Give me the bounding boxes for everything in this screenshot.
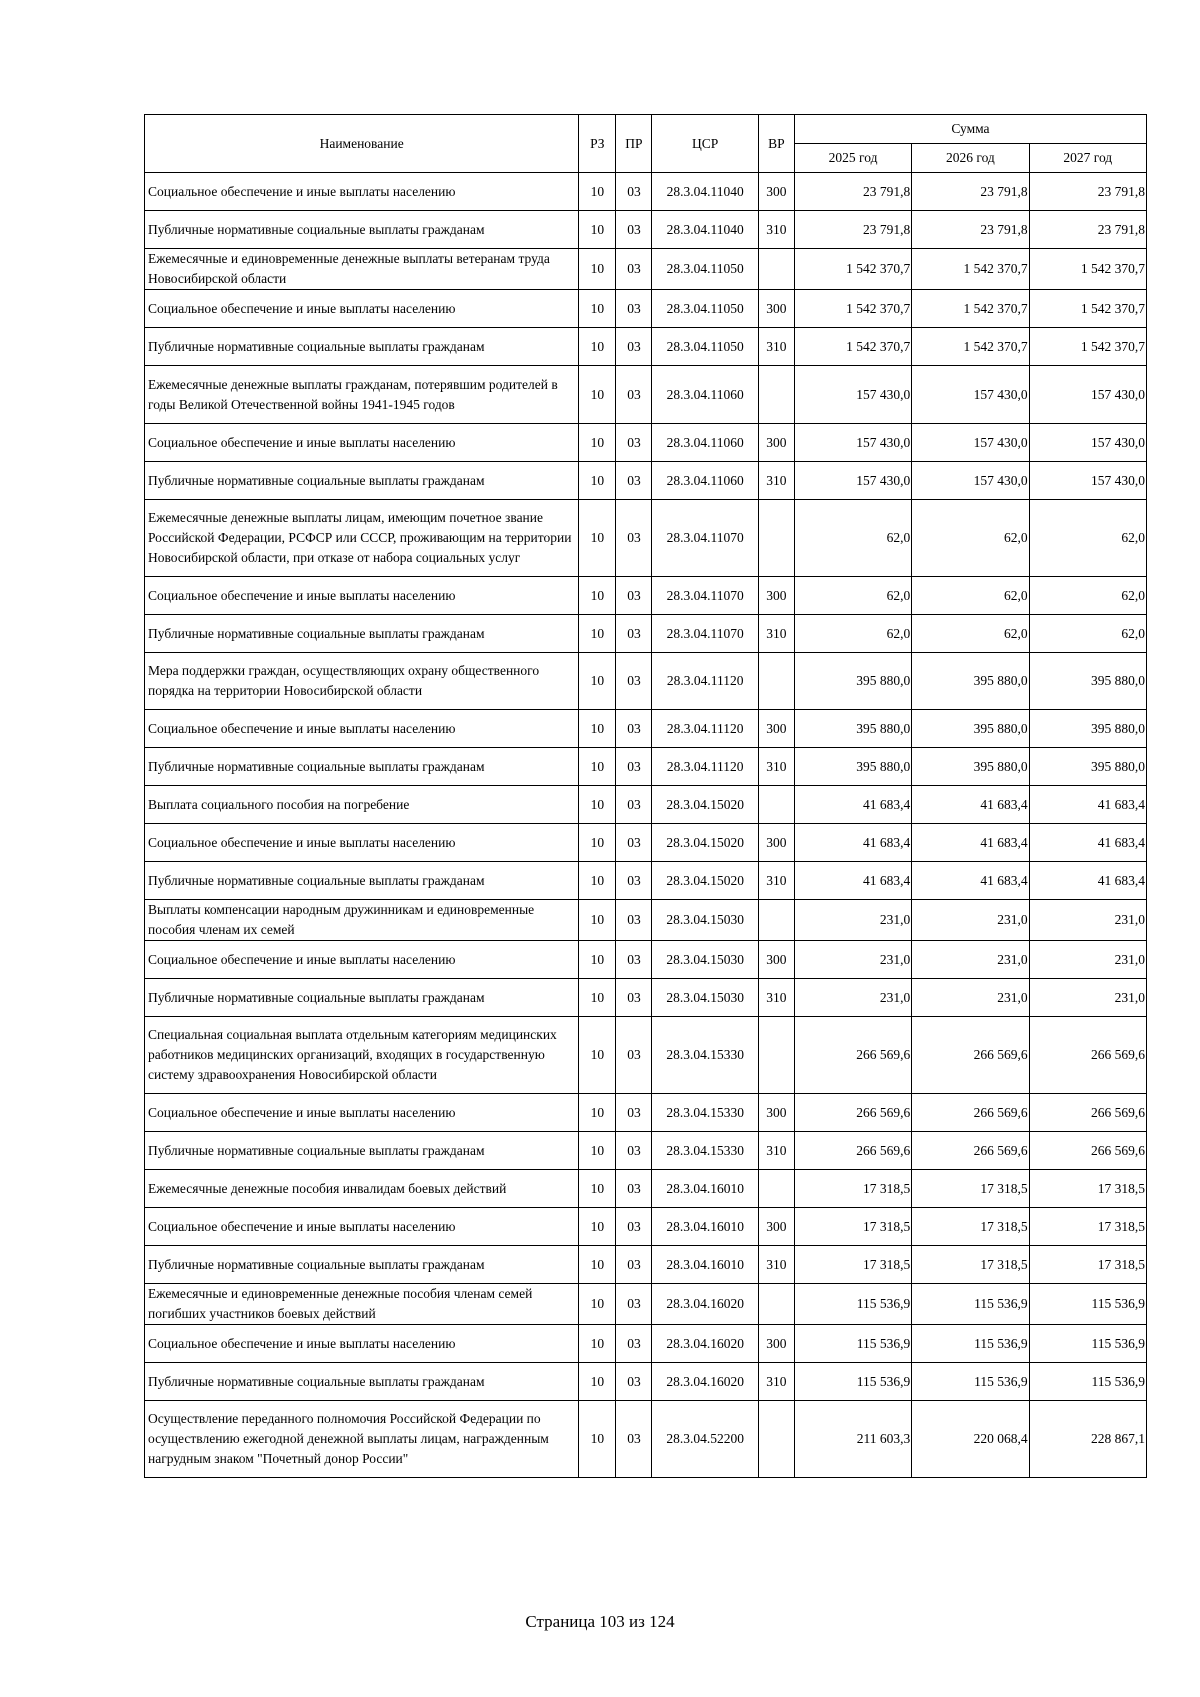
- cell-name: Ежемесячные денежные выплаты гражданам, потерявшим родителей в годы Великой Отечественной войны 1941-1945 годов: [145, 366, 579, 424]
- cell-vr: 310: [758, 979, 794, 1017]
- cell-sum-2025: 17 318,5: [794, 1246, 911, 1284]
- cell-csr: 28.3.04.16010: [652, 1208, 758, 1246]
- cell-pr: 03: [616, 615, 652, 653]
- cell-sum-2026: 41 683,4: [912, 824, 1029, 862]
- cell-vr: 300: [758, 1094, 794, 1132]
- cell-csr: 28.3.04.16020: [652, 1325, 758, 1363]
- cell-name: Выплата социального пособия на погребение: [145, 786, 579, 824]
- header-rz: РЗ: [579, 115, 616, 173]
- cell-sum-2026: 1 542 370,7: [912, 328, 1029, 366]
- header-pr: ПР: [616, 115, 652, 173]
- cell-rz: 10: [579, 249, 616, 290]
- cell-vr: 310: [758, 1132, 794, 1170]
- table-row: [145, 979, 1147, 1017]
- header-year-2026: 2026 год: [912, 144, 1029, 173]
- cell-sum-2026: 157 430,0: [912, 462, 1029, 500]
- cell-csr: 28.3.04.11070: [652, 577, 758, 615]
- cell-rz: 10: [579, 786, 616, 824]
- cell-sum-2026: 395 880,0: [912, 710, 1029, 748]
- cell-name: Публичные нормативные социальные выплаты гражданам: [145, 328, 579, 366]
- table-row: [145, 462, 1147, 500]
- cell-sum-2026: 62,0: [912, 500, 1029, 577]
- cell-csr: 28.3.04.15330: [652, 1017, 758, 1094]
- cell-sum-2026: 395 880,0: [912, 653, 1029, 710]
- page-number: Страница 103 из 124: [525, 1612, 675, 1631]
- cell-rz: 10: [579, 1094, 616, 1132]
- cell-csr: 28.3.04.11120: [652, 653, 758, 710]
- cell-pr: 03: [616, 748, 652, 786]
- cell-vr: 310: [758, 1363, 794, 1401]
- cell-sum-2026: 17 318,5: [912, 1246, 1029, 1284]
- cell-pr: 03: [616, 424, 652, 462]
- cell-csr: 28.3.04.15020: [652, 824, 758, 862]
- cell-csr: 28.3.04.16010: [652, 1246, 758, 1284]
- table-row: [145, 615, 1147, 653]
- cell-name: Публичные нормативные социальные выплаты гражданам: [145, 748, 579, 786]
- cell-rz: 10: [579, 424, 616, 462]
- cell-name: Социальное обеспечение и иные выплаты населению: [145, 1208, 579, 1246]
- cell-sum-2025: 231,0: [794, 979, 911, 1017]
- cell-sum-2027: 23 791,8: [1029, 211, 1146, 249]
- table-row: [145, 290, 1147, 328]
- cell-sum-2026: 220 068,4: [912, 1401, 1029, 1478]
- cell-vr: [758, 1017, 794, 1094]
- cell-sum-2027: 62,0: [1029, 500, 1146, 577]
- cell-sum-2027: 115 536,9: [1029, 1284, 1146, 1325]
- cell-sum-2026: 115 536,9: [912, 1284, 1029, 1325]
- cell-sum-2027: 1 542 370,7: [1029, 328, 1146, 366]
- cell-sum-2025: 157 430,0: [794, 424, 911, 462]
- cell-rz: 10: [579, 1132, 616, 1170]
- cell-name: Ежемесячные и единовременные денежные пособия членам семей погибших участников боевых действий: [145, 1284, 579, 1325]
- cell-vr: [758, 249, 794, 290]
- cell-vr: 300: [758, 1208, 794, 1246]
- header-sum: Сумма: [794, 115, 1146, 144]
- cell-sum-2026: 62,0: [912, 577, 1029, 615]
- cell-name: Ежемесячные денежные выплаты лицам, имеющим почетное звание Российской Федерации, РСФСР или СССР, проживающим на территории Новосибирской области, при отказе от набора социальных услуг: [145, 500, 579, 577]
- cell-sum-2025: 231,0: [794, 900, 911, 941]
- table-row: [145, 748, 1147, 786]
- cell-csr: 28.3.04.15030: [652, 900, 758, 941]
- cell-pr: 03: [616, 710, 652, 748]
- cell-rz: 10: [579, 1363, 616, 1401]
- cell-sum-2026: 1 542 370,7: [912, 249, 1029, 290]
- cell-rz: 10: [579, 328, 616, 366]
- cell-vr: [758, 900, 794, 941]
- cell-name: Социальное обеспечение и иные выплаты населению: [145, 824, 579, 862]
- cell-vr: [758, 786, 794, 824]
- cell-name: Социальное обеспечение и иные выплаты населению: [145, 424, 579, 462]
- cell-csr: 28.3.04.15030: [652, 979, 758, 1017]
- cell-csr: 28.3.04.11040: [652, 211, 758, 249]
- cell-name: Социальное обеспечение и иные выплаты населению: [145, 941, 579, 979]
- table-row: [145, 328, 1147, 366]
- cell-sum-2027: 266 569,6: [1029, 1094, 1146, 1132]
- cell-sum-2026: 41 683,4: [912, 786, 1029, 824]
- cell-name: Публичные нормативные социальные выплаты гражданам: [145, 1246, 579, 1284]
- cell-sum-2025: 231,0: [794, 941, 911, 979]
- cell-rz: 10: [579, 979, 616, 1017]
- cell-rz: 10: [579, 615, 616, 653]
- cell-sum-2025: 23 791,8: [794, 173, 911, 211]
- cell-sum-2025: 395 880,0: [794, 710, 911, 748]
- cell-pr: 03: [616, 1363, 652, 1401]
- cell-name: Ежемесячные денежные пособия инвалидам боевых действий: [145, 1170, 579, 1208]
- table-row: [145, 900, 1147, 941]
- cell-sum-2027: 266 569,6: [1029, 1017, 1146, 1094]
- cell-sum-2027: 1 542 370,7: [1029, 249, 1146, 290]
- cell-name: Социальное обеспечение и иные выплаты населению: [145, 577, 579, 615]
- cell-sum-2027: 62,0: [1029, 577, 1146, 615]
- cell-rz: 10: [579, 710, 616, 748]
- table-row: [145, 786, 1147, 824]
- cell-sum-2025: 1 542 370,7: [794, 249, 911, 290]
- cell-sum-2025: 17 318,5: [794, 1208, 911, 1246]
- cell-pr: 03: [616, 1017, 652, 1094]
- cell-sum-2025: 41 683,4: [794, 824, 911, 862]
- cell-name: Публичные нормативные социальные выплаты гражданам: [145, 1363, 579, 1401]
- cell-name: Осуществление переданного полномочия Российской Федерации по осуществлению ежегодной денежной выплаты лицам, награжденным нагрудным знаком "Почетный донор России": [145, 1401, 579, 1478]
- cell-pr: 03: [616, 211, 652, 249]
- cell-sum-2025: 115 536,9: [794, 1325, 911, 1363]
- cell-sum-2026: 266 569,6: [912, 1017, 1029, 1094]
- cell-sum-2026: 395 880,0: [912, 748, 1029, 786]
- cell-pr: 03: [616, 173, 652, 211]
- cell-csr: 28.3.04.11070: [652, 500, 758, 577]
- table-row: [145, 862, 1147, 900]
- cell-sum-2027: 115 536,9: [1029, 1325, 1146, 1363]
- cell-sum-2025: 266 569,6: [794, 1017, 911, 1094]
- cell-rz: 10: [579, 462, 616, 500]
- header-csr: ЦСР: [652, 115, 758, 173]
- cell-sum-2026: 157 430,0: [912, 424, 1029, 462]
- cell-csr: 28.3.04.15020: [652, 786, 758, 824]
- cell-sum-2026: 115 536,9: [912, 1325, 1029, 1363]
- cell-name: Публичные нормативные социальные выплаты гражданам: [145, 1132, 579, 1170]
- cell-name: Выплаты компенсации народным дружинникам и единовременные пособия членам их семей: [145, 900, 579, 941]
- cell-pr: 03: [616, 979, 652, 1017]
- cell-sum-2027: 41 683,4: [1029, 862, 1146, 900]
- cell-csr: 28.3.04.11060: [652, 462, 758, 500]
- cell-rz: 10: [579, 941, 616, 979]
- cell-sum-2025: 41 683,4: [794, 862, 911, 900]
- cell-sum-2027: 231,0: [1029, 900, 1146, 941]
- cell-pr: 03: [616, 941, 652, 979]
- cell-name: Публичные нормативные социальные выплаты гражданам: [145, 979, 579, 1017]
- cell-pr: 03: [616, 1284, 652, 1325]
- cell-sum-2027: 157 430,0: [1029, 424, 1146, 462]
- table-row: [145, 1132, 1147, 1170]
- cell-vr: [758, 500, 794, 577]
- table-row: [145, 366, 1147, 424]
- cell-csr: 28.3.04.16020: [652, 1284, 758, 1325]
- cell-sum-2026: 62,0: [912, 615, 1029, 653]
- table-row: [145, 1325, 1147, 1363]
- cell-vr: 310: [758, 1246, 794, 1284]
- cell-name: Ежемесячные и единовременные денежные выплаты ветеранам труда Новосибирской области: [145, 249, 579, 290]
- cell-name: Публичные нормативные социальные выплаты гражданам: [145, 615, 579, 653]
- cell-vr: [758, 653, 794, 710]
- header-year-2025: 2025 год: [794, 144, 911, 173]
- cell-pr: 03: [616, 462, 652, 500]
- cell-csr: 28.3.04.11120: [652, 710, 758, 748]
- cell-rz: 10: [579, 824, 616, 862]
- cell-sum-2027: 17 318,5: [1029, 1246, 1146, 1284]
- cell-pr: 03: [616, 1401, 652, 1478]
- cell-sum-2025: 17 318,5: [794, 1170, 911, 1208]
- cell-sum-2027: 157 430,0: [1029, 462, 1146, 500]
- cell-csr: 28.3.04.11050: [652, 290, 758, 328]
- cell-name: Публичные нормативные социальные выплаты гражданам: [145, 211, 579, 249]
- cell-sum-2027: 1 542 370,7: [1029, 290, 1146, 328]
- cell-vr: 310: [758, 328, 794, 366]
- table-row: [145, 1017, 1147, 1094]
- cell-sum-2026: 1 542 370,7: [912, 290, 1029, 328]
- table-row: [145, 1401, 1147, 1478]
- cell-name: Социальное обеспечение и иные выплаты населению: [145, 290, 579, 328]
- cell-sum-2026: 23 791,8: [912, 211, 1029, 249]
- cell-sum-2027: 17 318,5: [1029, 1208, 1146, 1246]
- cell-pr: 03: [616, 328, 652, 366]
- budget-table: [144, 114, 1147, 1478]
- cell-rz: 10: [579, 1246, 616, 1284]
- header-year-2027: 2027 год: [1029, 144, 1146, 173]
- cell-vr: 310: [758, 462, 794, 500]
- cell-sum-2027: 231,0: [1029, 941, 1146, 979]
- header-name: Наименование: [145, 115, 579, 173]
- cell-sum-2027: 41 683,4: [1029, 786, 1146, 824]
- cell-vr: 300: [758, 1325, 794, 1363]
- cell-sum-2025: 211 603,3: [794, 1401, 911, 1478]
- cell-sum-2025: 266 569,6: [794, 1094, 911, 1132]
- cell-sum-2027: 395 880,0: [1029, 710, 1146, 748]
- cell-vr: [758, 1170, 794, 1208]
- cell-sum-2027: 231,0: [1029, 979, 1146, 1017]
- table-row: [145, 1246, 1147, 1284]
- cell-rz: 10: [579, 211, 616, 249]
- cell-name: Социальное обеспечение и иные выплаты населению: [145, 1094, 579, 1132]
- cell-sum-2026: 266 569,6: [912, 1094, 1029, 1132]
- cell-csr: 28.3.04.11040: [652, 173, 758, 211]
- cell-csr: 28.3.04.11060: [652, 366, 758, 424]
- cell-csr: 28.3.04.11050: [652, 249, 758, 290]
- cell-csr: 28.3.04.52200: [652, 1401, 758, 1478]
- cell-csr: 28.3.04.15020: [652, 862, 758, 900]
- cell-pr: 03: [616, 786, 652, 824]
- cell-pr: 03: [616, 824, 652, 862]
- cell-csr: 28.3.04.11050: [652, 328, 758, 366]
- table-header-row: [145, 115, 1147, 144]
- cell-name: Публичные нормативные социальные выплаты гражданам: [145, 862, 579, 900]
- table-row: [145, 941, 1147, 979]
- cell-csr: 28.3.04.15330: [652, 1132, 758, 1170]
- cell-csr: 28.3.04.11060: [652, 424, 758, 462]
- cell-sum-2025: 23 791,8: [794, 211, 911, 249]
- cell-rz: 10: [579, 900, 616, 941]
- cell-vr: [758, 1284, 794, 1325]
- cell-name: Специальная социальная выплата отдельным категориям медицинских работников медицинских организаций, входящих в государственную систему здравоохранения Новосибирской области: [145, 1017, 579, 1094]
- cell-pr: 03: [616, 1094, 652, 1132]
- cell-pr: 03: [616, 900, 652, 941]
- cell-csr: 28.3.04.11070: [652, 615, 758, 653]
- cell-vr: [758, 366, 794, 424]
- table-row: [145, 653, 1147, 710]
- cell-pr: 03: [616, 249, 652, 290]
- cell-sum-2025: 1 542 370,7: [794, 328, 911, 366]
- cell-rz: 10: [579, 577, 616, 615]
- cell-sum-2026: 23 791,8: [912, 173, 1029, 211]
- cell-csr: 28.3.04.11120: [652, 748, 758, 786]
- cell-pr: 03: [616, 290, 652, 328]
- cell-rz: 10: [579, 1401, 616, 1478]
- cell-sum-2027: 23 791,8: [1029, 173, 1146, 211]
- table-row: [145, 577, 1147, 615]
- cell-sum-2025: 395 880,0: [794, 748, 911, 786]
- cell-pr: 03: [616, 366, 652, 424]
- cell-vr: [758, 1401, 794, 1478]
- cell-pr: 03: [616, 653, 652, 710]
- cell-sum-2027: 395 880,0: [1029, 748, 1146, 786]
- cell-rz: 10: [579, 1284, 616, 1325]
- cell-rz: 10: [579, 366, 616, 424]
- cell-name: Публичные нормативные социальные выплаты гражданам: [145, 462, 579, 500]
- cell-vr: 300: [758, 577, 794, 615]
- cell-name: Мера поддержки граждан, осуществляющих охрану общественного порядка на территории Новосибирской области: [145, 653, 579, 710]
- cell-rz: 10: [579, 500, 616, 577]
- table-row: [145, 249, 1147, 290]
- cell-csr: 28.3.04.16010: [652, 1170, 758, 1208]
- cell-csr: 28.3.04.16020: [652, 1363, 758, 1401]
- cell-rz: 10: [579, 1017, 616, 1094]
- cell-sum-2026: 157 430,0: [912, 366, 1029, 424]
- cell-csr: 28.3.04.15330: [652, 1094, 758, 1132]
- cell-sum-2025: 41 683,4: [794, 786, 911, 824]
- cell-sum-2025: 115 536,9: [794, 1284, 911, 1325]
- cell-name: Социальное обеспечение и иные выплаты населению: [145, 710, 579, 748]
- cell-sum-2026: 17 318,5: [912, 1170, 1029, 1208]
- cell-sum-2025: 62,0: [794, 615, 911, 653]
- cell-pr: 03: [616, 1170, 652, 1208]
- cell-sum-2025: 266 569,6: [794, 1132, 911, 1170]
- table-row: [145, 1170, 1147, 1208]
- cell-vr: 310: [758, 748, 794, 786]
- cell-sum-2025: 62,0: [794, 500, 911, 577]
- cell-sum-2026: 41 683,4: [912, 862, 1029, 900]
- cell-sum-2025: 115 536,9: [794, 1363, 911, 1401]
- cell-pr: 03: [616, 500, 652, 577]
- cell-pr: 03: [616, 577, 652, 615]
- table-row: [145, 1363, 1147, 1401]
- cell-name: Социальное обеспечение и иные выплаты населению: [145, 173, 579, 211]
- cell-sum-2027: 115 536,9: [1029, 1363, 1146, 1401]
- cell-vr: 300: [758, 710, 794, 748]
- cell-sum-2026: 231,0: [912, 941, 1029, 979]
- cell-rz: 10: [579, 290, 616, 328]
- cell-name: Социальное обеспечение и иные выплаты населению: [145, 1325, 579, 1363]
- table-row: [145, 211, 1147, 249]
- cell-sum-2025: 157 430,0: [794, 366, 911, 424]
- cell-rz: 10: [579, 173, 616, 211]
- cell-sum-2027: 62,0: [1029, 615, 1146, 653]
- cell-sum-2025: 62,0: [794, 577, 911, 615]
- cell-sum-2027: 17 318,5: [1029, 1170, 1146, 1208]
- cell-sum-2027: 266 569,6: [1029, 1132, 1146, 1170]
- cell-rz: 10: [579, 1325, 616, 1363]
- cell-csr: 28.3.04.15030: [652, 941, 758, 979]
- table-row: [145, 1208, 1147, 1246]
- table-row: [145, 710, 1147, 748]
- cell-vr: 300: [758, 824, 794, 862]
- table-row: [145, 1284, 1147, 1325]
- cell-pr: 03: [616, 1208, 652, 1246]
- cell-sum-2027: 395 880,0: [1029, 653, 1146, 710]
- cell-sum-2026: 231,0: [912, 900, 1029, 941]
- cell-sum-2027: 41 683,4: [1029, 824, 1146, 862]
- cell-pr: 03: [616, 1325, 652, 1363]
- cell-rz: 10: [579, 862, 616, 900]
- table-body: [145, 173, 1147, 1478]
- table-row: [145, 424, 1147, 462]
- cell-sum-2025: 395 880,0: [794, 653, 911, 710]
- cell-pr: 03: [616, 1246, 652, 1284]
- cell-sum-2027: 228 867,1: [1029, 1401, 1146, 1478]
- cell-rz: 10: [579, 1208, 616, 1246]
- table-row: [145, 173, 1147, 211]
- cell-vr: 300: [758, 941, 794, 979]
- cell-rz: 10: [579, 1170, 616, 1208]
- cell-sum-2026: 17 318,5: [912, 1208, 1029, 1246]
- cell-vr: 300: [758, 424, 794, 462]
- cell-vr: 300: [758, 290, 794, 328]
- table-row: [145, 1094, 1147, 1132]
- cell-sum-2026: 115 536,9: [912, 1363, 1029, 1401]
- cell-sum-2025: 1 542 370,7: [794, 290, 911, 328]
- cell-vr: 310: [758, 211, 794, 249]
- cell-pr: 03: [616, 862, 652, 900]
- cell-vr: 310: [758, 862, 794, 900]
- cell-sum-2026: 266 569,6: [912, 1132, 1029, 1170]
- cell-sum-2025: 157 430,0: [794, 462, 911, 500]
- cell-rz: 10: [579, 748, 616, 786]
- cell-pr: 03: [616, 1132, 652, 1170]
- cell-vr: 310: [758, 615, 794, 653]
- table-row: [145, 824, 1147, 862]
- table-row: [145, 500, 1147, 577]
- cell-rz: 10: [579, 653, 616, 710]
- cell-sum-2027: 157 430,0: [1029, 366, 1146, 424]
- cell-sum-2026: 231,0: [912, 979, 1029, 1017]
- cell-vr: 300: [758, 173, 794, 211]
- header-vr: ВР: [758, 115, 794, 173]
